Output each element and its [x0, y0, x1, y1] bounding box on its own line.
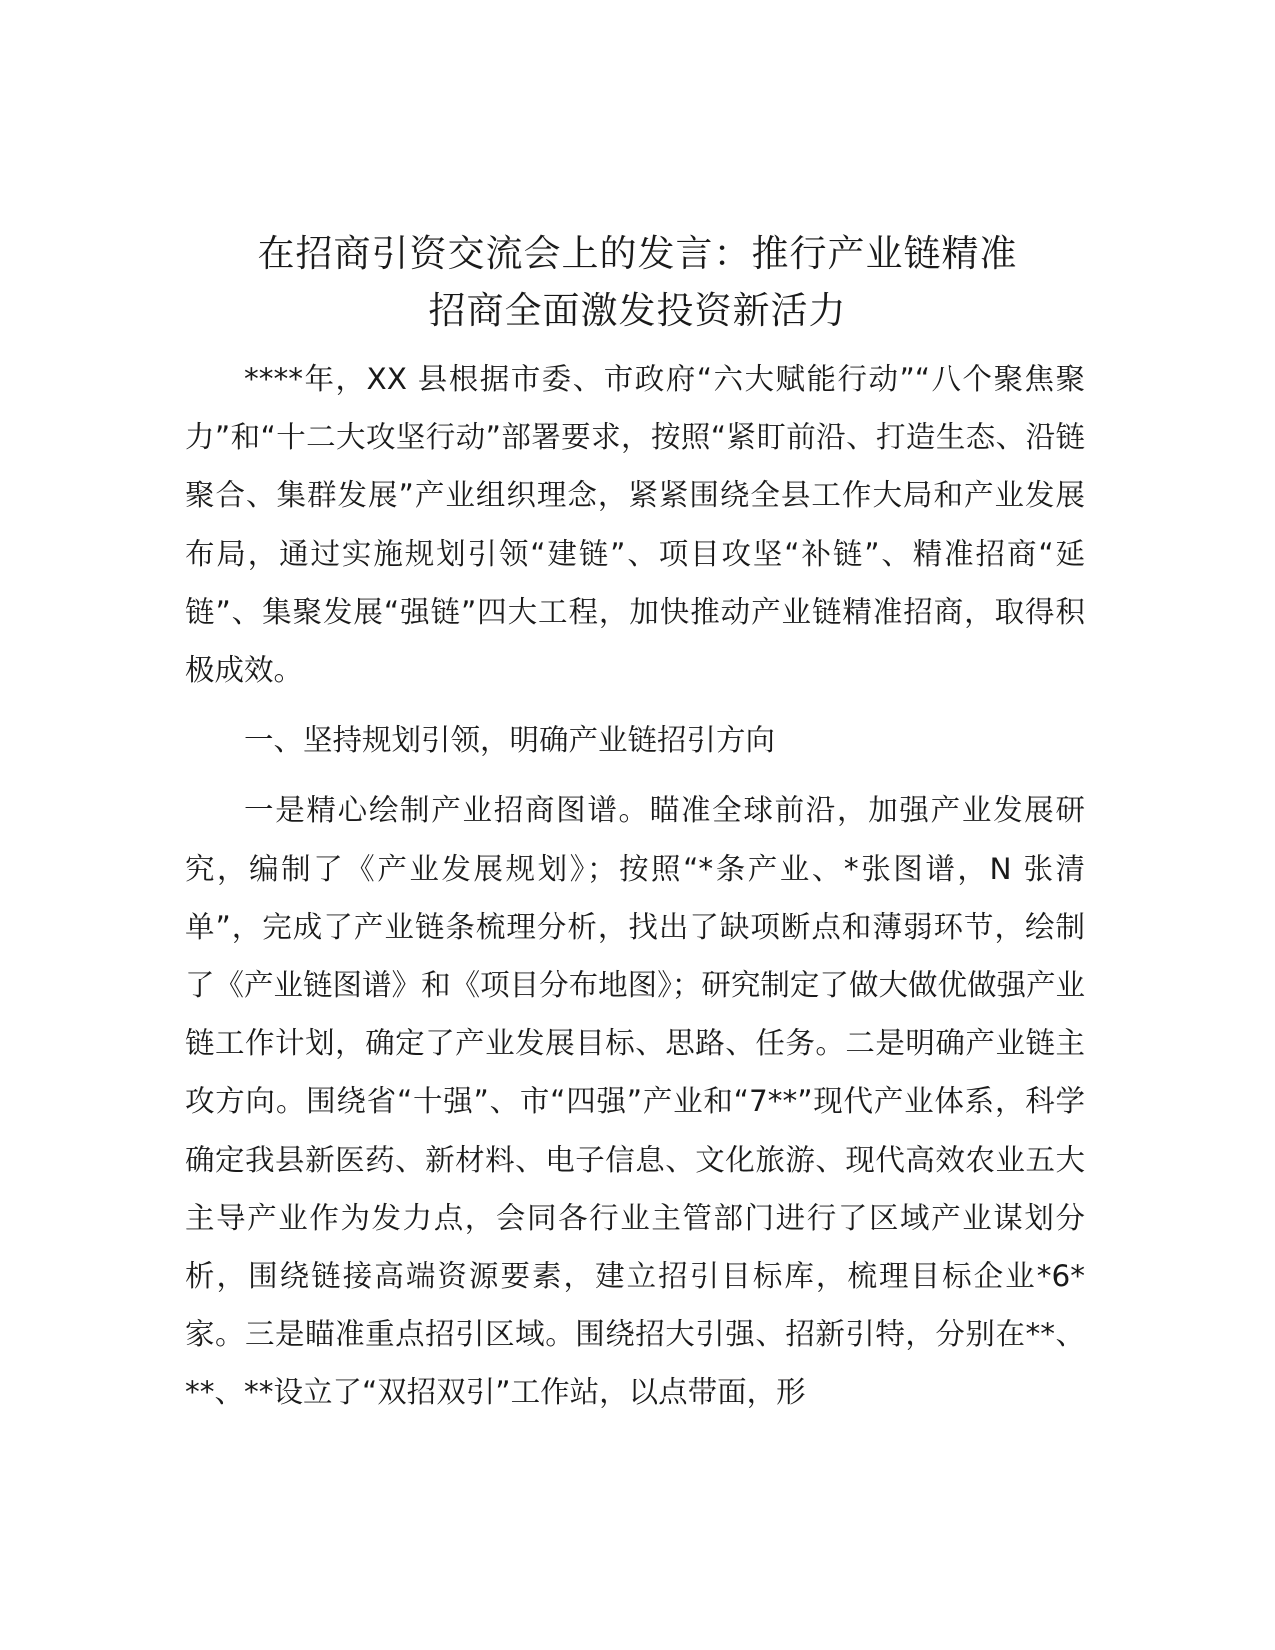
document-body: [185, 350, 1085, 1422]
section-1-paragraph: 一是精心绘制产业招商图谱。瞄准全球前沿，加强产业发展研究，编制了《产业发展规划》；按照“*条产业、*张图谱，N 张清单”，完成了产业链条梳理分析，找出了缺项断点和薄弱环节，绘制了《产业链图谱》和《项目分布地图》；研究制定了做大做优做强产业链工作计划，确定了产业发展目标、思路、任务。二是明确产业链主攻方向。围绕省“十强”、市“四强”产业和“7**”现代产业体系，科学确定我县新医药、新材料、电子信息、文化旅游、现代高效农业五大主导产业作为发力点，会同各行业主管部门进行了区域产业谋划分析，围绕链接高端资源要素，建立招引目标库，梳理目标企业*6*家。三是瞄准重点招引区域。围绕招大引强、招新引特，分别在**、**、**设立了“双招双引”工作站，以点带面，形: [185, 793, 1085, 1410]
title-line-2: 招商全面激发投资新活力: [428, 289, 847, 332]
section-heading-1: 一、坚持规划引领，明确产业链招引方向: [244, 723, 776, 758]
intro-paragraph: ****年，XX 县根据市委、市政府“六大赋能行动”“八个聚焦聚力”和“十二大攻坚行动”部署要求，按照“紧盯前沿、打造生态、沿链聚合、集群发展”产业组织理念，紧紧围绕全县工作大局和产业发展布局，通过实施规划引领“建链”、项目攻坚“补链”、精准招商“延链”、集聚发展“强链”四大工程，加快推动产业链精准招商，取得积极成效。: [185, 362, 1085, 688]
document-title: [150, 225, 1125, 339]
title-line-1: 在招商引资交流会上的发言：推行产业链精准: [257, 232, 1018, 275]
